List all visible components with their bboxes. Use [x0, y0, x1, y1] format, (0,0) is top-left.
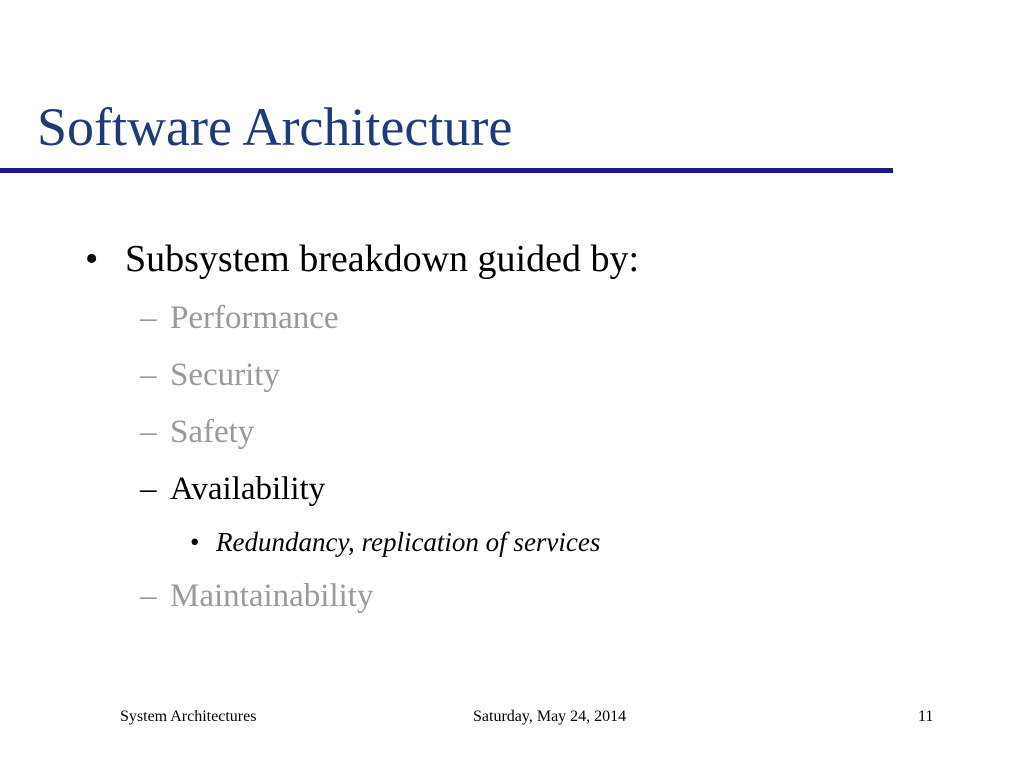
sub-item-text: Maintainability — [170, 578, 374, 614]
nested-bullet-text: Redundancy, replication of services — [216, 527, 601, 557]
sub-item-text: Availability — [170, 471, 326, 507]
dash-marker: – — [140, 414, 157, 450]
sub-item-safety — [140, 412, 254, 452]
sub-item-text: Safety — [170, 414, 255, 450]
sub-item-text: Performance — [170, 300, 339, 336]
footer-page-number: 11 — [918, 708, 934, 725]
bullet-marker: • — [85, 238, 99, 280]
footer-presentation-title: System Architectures — [120, 708, 257, 725]
dash-marker: – — [140, 471, 157, 507]
sub-item-maintainability — [140, 576, 373, 616]
bullet-text: Subsystem breakdown guided by: — [125, 238, 640, 280]
title-divider — [0, 168, 893, 173]
dash-marker: – — [140, 300, 157, 336]
sub-item-text: Security — [170, 357, 280, 393]
dash-marker: – — [140, 357, 157, 393]
bullet-subsystem-breakdown — [85, 236, 639, 282]
footer-date: Saturday, May 24, 2014 — [473, 708, 627, 725]
bullet-marker: • — [190, 527, 200, 557]
slide-title: Software Architecture — [37, 97, 513, 157]
sub-item-performance — [140, 298, 339, 338]
sub-item-security — [140, 355, 280, 395]
nested-bullet-redundancy — [190, 525, 600, 559]
sub-item-availability — [140, 469, 325, 509]
dash-marker: – — [140, 578, 157, 614]
